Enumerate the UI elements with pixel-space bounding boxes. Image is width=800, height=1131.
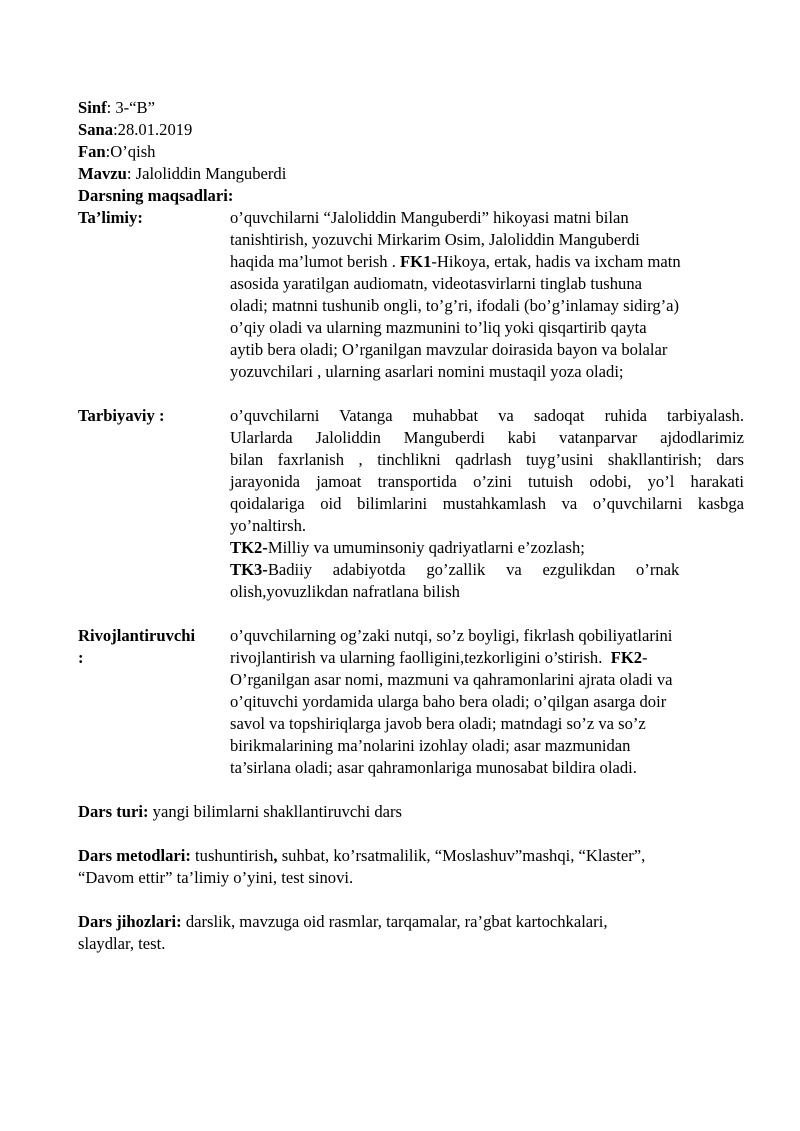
text-line: oladi; matnni tushunib ongli, to’g’ri, ifodali (bo’g’inlamay sidirg’a) <box>230 296 680 315</box>
text-line: jarayonida jamoat transportida o’zini tutuish odobi, yo’l harakati <box>230 472 744 491</box>
text-line: asosida yaratilgan audiomatn, videotasvirlarni tinglab tushuna <box>230 274 642 293</box>
text-line: yozuvchilari , ularning asarlari nomini mustaqil yoza oladi; <box>230 362 624 381</box>
educational-goal-text <box>230 207 744 383</box>
lesson-equipment-label: Dars jihozlari: <box>78 912 182 931</box>
lesson-methods-label: Dars metodlari: <box>78 846 191 865</box>
tk2-marker: TK2- <box>230 538 268 557</box>
lesson-plan-page <box>78 97 744 955</box>
text-line: yo’naltirsh. <box>230 516 307 535</box>
class-line <box>78 97 744 119</box>
lesson-type-value: yangi bilimlarni shakllantiruvchi dars <box>148 802 402 821</box>
class-label: Sinf <box>78 98 107 117</box>
developmental-goal-text <box>230 625 744 779</box>
text-line: o’qiy oladi va ularning mazmunini to’liq yoki qisqartirib qayta <box>230 318 647 337</box>
text-line: haqida ma’lumot berish . FK1-Hikoya, ertak, hadis va ixcham matn <box>230 252 681 271</box>
text-line: tanishtirish, yozuvchi Mirkarim Osim, Jaloliddin Manguberdi <box>230 230 640 249</box>
text-line: aytib bera oladi; O’rganilgan mavzular doirasida bayon va bolalar <box>230 340 668 359</box>
text-line: o’quvchilarni “Jaloliddin Manguberdi” hikoyasi matni bilan <box>230 208 629 227</box>
text-line: savol va topshiriqlarga javob bera oladi; matndagi so’z va so’z <box>230 714 646 733</box>
tk2-line: TK2-Milliy va umuminsoniy qadriyatlarni e’zozlash; <box>230 538 585 557</box>
text-line: Ularlarda Jaloliddin Manguberdi kabi vatanparvar ajdodlarimiz <box>230 428 744 447</box>
text-line: O’rganilgan asar nomi, mazmuni va qahramonlarini ajrata oladi va <box>230 670 673 689</box>
fk1-marker: FK1 <box>400 252 432 271</box>
lesson-type-line <box>78 801 744 823</box>
topic-value: : Jaloliddin Manguberdi <box>126 164 287 183</box>
subject-line <box>78 141 744 163</box>
subject-value: :O’qish <box>105 142 156 161</box>
upbringing-goal-text <box>230 405 744 603</box>
text-line: o’qituvchi yordamida ularga baho bera oladi; o’qilgan asarga doir <box>230 692 667 711</box>
date-value: :28.01.2019 <box>113 120 193 139</box>
goals-heading: Darsning maqsadlari: <box>78 186 234 205</box>
topic-label: Mavzu <box>78 164 127 183</box>
upbringing-goal-label: Tarbiyaviy : <box>78 406 165 425</box>
date-line <box>78 119 744 141</box>
upbringing-goal-section <box>78 405 744 603</box>
text-line: bilan faxrlanish , tinchlikni qadrlash tuyg’usini shakllantirish; dars <box>230 450 744 469</box>
text-line: ta’sirlana oladi; asar qahramonlariga munosabat bildira oladi. <box>230 758 637 777</box>
topic-line <box>78 163 744 185</box>
lesson-methods-line-2: “Davom ettir” ta’limiy o’yini, test sinovi. <box>78 868 354 887</box>
date-label: Sana <box>78 120 114 139</box>
lesson-type-label: Dars turi: <box>78 802 149 821</box>
tk3-line: TK3-Badiiy adabiyotda go’zallik va ezgulikdan o’rnak <box>230 560 680 579</box>
subject-label: Fan <box>78 142 106 161</box>
developmental-goal-section <box>78 625 744 779</box>
educational-goal-label: Ta’limiy: <box>78 208 143 227</box>
text-line: rivojlantirish va ularning faolligini,tezkorligini o’stirish. FK2- <box>230 648 648 667</box>
tk3-marker: TK3- <box>230 560 268 579</box>
text-line: birikmalarining ma’nolarini izohlay oladi; asar mazmunidan <box>230 736 631 755</box>
lesson-equipment-line: Dars jihozlari: darslik, mavzuga oid rasmlar, tarqamalar, ra’gbat kartochkalari, <box>78 912 608 931</box>
lesson-equipment-line-2: slaydlar, test. <box>78 934 166 953</box>
text-line: o’quvchilarni Vatanga muhabbat va sadoqat ruhida tarbiyalash. <box>230 406 744 425</box>
text-line: o’quvchilarning og’zaki nutqi, so’z boyligi, fikrlash qobiliyatlarini <box>230 626 673 645</box>
class-value: : 3-“B” <box>106 98 155 117</box>
lesson-methods-line: Dars metodlari: tushuntirish, suhbat, ko’rsatmalilik, “Moslashuv”mashqi, “Klaster”, <box>78 846 646 865</box>
text-line: qoidalariga oid bilimlarini mustahkamlash va o’quvchilarni kasbga <box>230 494 744 513</box>
educational-goal-section <box>78 207 744 383</box>
developmental-goal-label: Rivojlantiruvchi : <box>78 626 196 667</box>
fk2-marker: FK2 <box>610 648 643 667</box>
text-line: olish,yovuzlikdan nafratlana bilish <box>230 582 460 601</box>
